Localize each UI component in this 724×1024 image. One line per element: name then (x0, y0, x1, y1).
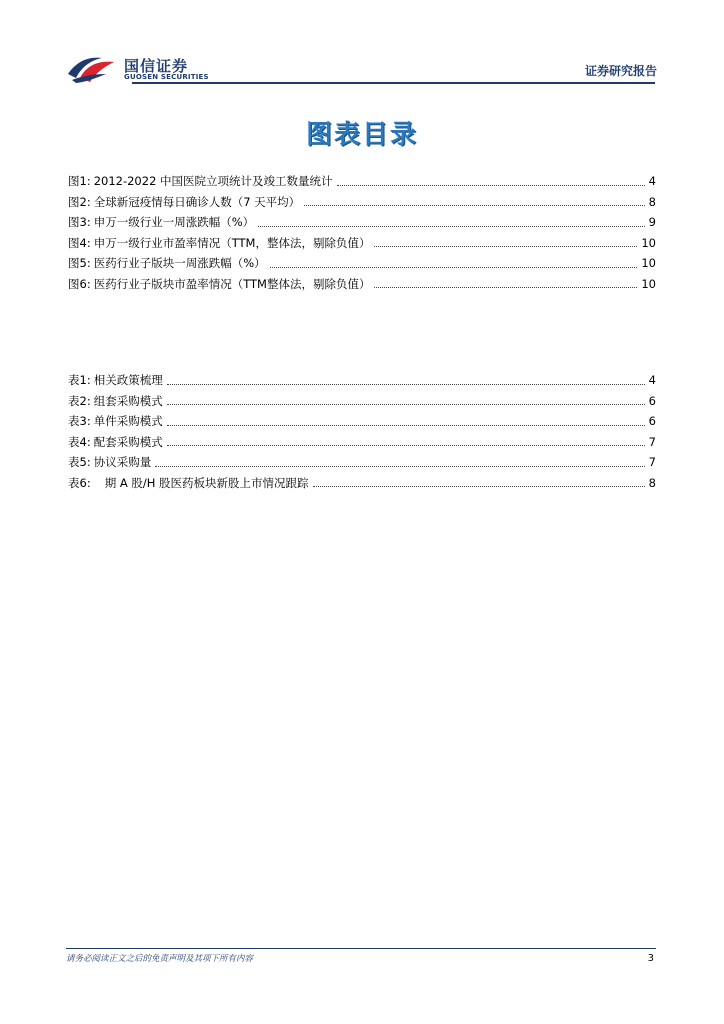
report-type-label: 证券研究报告 (584, 64, 657, 78)
toc-entry[interactable] (68, 411, 656, 432)
toc-page-number: 6 (648, 393, 656, 408)
toc-text: 组套采购模式 (93, 393, 163, 408)
toc-page-number: 8 (648, 194, 656, 209)
toc-label: 表1: (68, 373, 91, 388)
toc-text: 2012-2022 中国医院立项统计及竣工数量统计 (93, 174, 333, 189)
dot-leader (374, 246, 637, 247)
toc-label: 图6: (68, 276, 91, 291)
toc-label: 图2: (68, 194, 91, 209)
toc-label: 图3: (68, 215, 91, 230)
footer-divider (66, 948, 656, 949)
toc-label: 表2: (68, 393, 91, 408)
toc-entry[interactable] (68, 253, 656, 274)
toc-entry[interactable] (68, 432, 656, 453)
toc-label: 表4: (68, 434, 91, 449)
toc-text: 单件采购模式 (93, 414, 163, 429)
dot-leader (337, 185, 645, 186)
dot-leader (167, 425, 645, 426)
toc-text: 申万一级行业市盈率情况（TTM，整体法，剔除负值） (93, 235, 371, 250)
toc-page-number: 9 (648, 215, 656, 230)
toc-page-number: 4 (648, 174, 656, 189)
dot-leader (258, 226, 645, 227)
toc-text: 配套采购模式 (93, 434, 163, 449)
toc-entry[interactable] (68, 370, 656, 391)
dot-leader (167, 404, 645, 405)
toc-text: 协议采购量 (93, 455, 152, 470)
toc-page-number: 10 (641, 256, 656, 271)
toc-text: 期 A 股/H 股医药板块新股上市情况跟踪 (104, 475, 309, 490)
toc-entry[interactable] (68, 274, 656, 295)
toc-page-number: 4 (648, 373, 656, 388)
toc-text: 申万一级行业一周涨跌幅（%） (93, 215, 255, 230)
dot-leader (304, 205, 644, 206)
table-list (68, 370, 656, 493)
toc-label: 图4: (68, 235, 91, 250)
toc-text: 医药行业子版块市盈率情况（TTM整体法，剔除负值） (93, 276, 371, 291)
toc-label: 表6: (68, 475, 91, 490)
toc-label: 表5: (68, 455, 91, 470)
toc-entry[interactable] (68, 171, 656, 192)
dot-leader (167, 445, 645, 446)
dot-leader (155, 466, 644, 467)
dot-leader (374, 287, 637, 288)
toc-page-number: 10 (641, 235, 656, 250)
toc-entry[interactable] (68, 452, 656, 473)
logo-english-name: GUOSEN SECURITIES (124, 73, 209, 81)
toc-text: 相关政策梳理 (93, 373, 163, 388)
logo-chinese-name: 国信证券 (124, 57, 189, 75)
header-divider (132, 82, 655, 84)
toc-entry[interactable] (68, 391, 656, 412)
dot-leader (313, 486, 645, 487)
page-number: 3 (647, 953, 654, 964)
toc-label: 图1: (68, 174, 91, 189)
dot-leader (167, 384, 645, 385)
toc-page-number: 7 (648, 434, 656, 449)
toc-page-number: 8 (648, 475, 656, 490)
toc-entry[interactable] (68, 192, 656, 213)
toc-text: 医药行业子版块一周涨跌幅（%） (93, 256, 266, 271)
footer-disclaimer: 请务必阅读正文之后的免责声明及其项下所有内容 (66, 954, 254, 964)
toc-page-number: 10 (641, 276, 656, 291)
toc-text: 全球新冠疫情每日确诊人数（7 天平均） (93, 194, 301, 209)
toc-entry[interactable] (68, 473, 656, 494)
toc-entry[interactable] (68, 233, 656, 254)
page-title: 图表目录 (305, 120, 418, 150)
toc-page-number: 7 (648, 455, 656, 470)
figure-list (68, 171, 656, 294)
toc-label: 表3: (68, 414, 91, 429)
dot-leader (270, 267, 638, 268)
toc-page-number: 6 (648, 414, 656, 429)
toc-entry[interactable] (68, 212, 656, 233)
toc-label: 图5: (68, 256, 91, 271)
guosen-logo-icon (66, 52, 118, 84)
